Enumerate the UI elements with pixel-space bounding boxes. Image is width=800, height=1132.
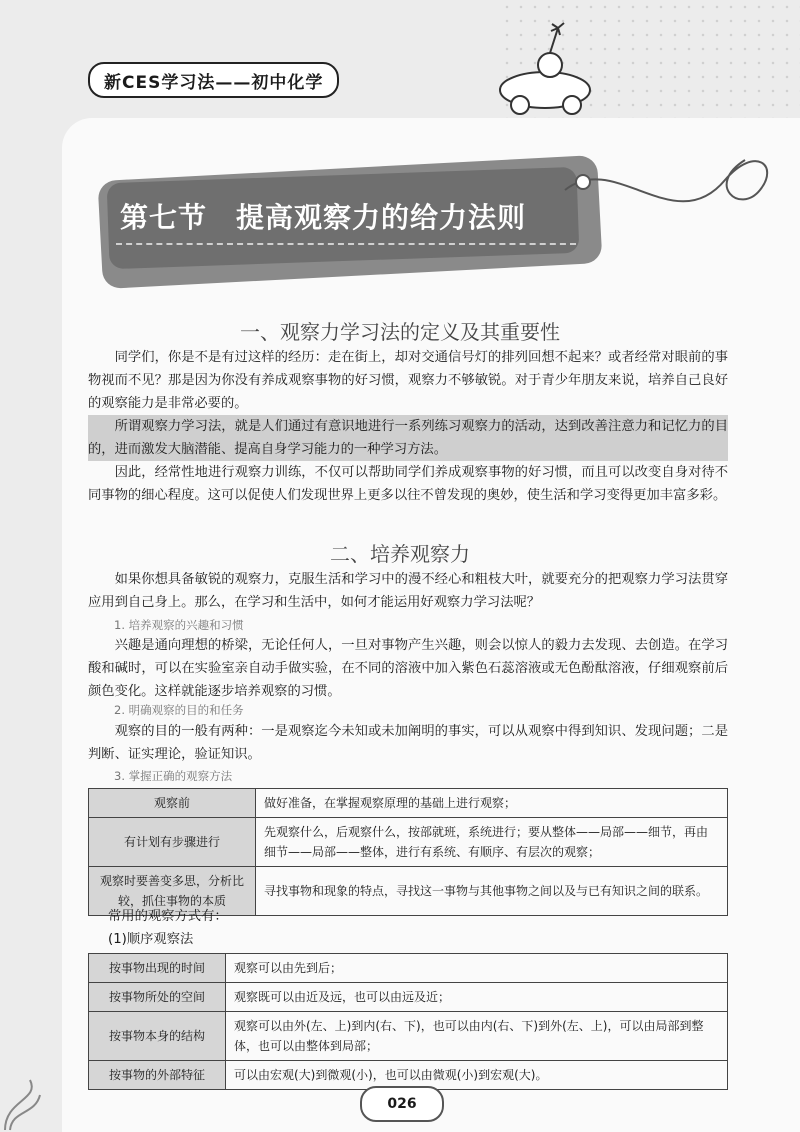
subheading-2-text: 观察的目的一般有两种：一是观察迄今未知或未加阐明的事实，可以从观察中得到知识、发现问题；二是判断、证实理论，验证知识。 (88, 724, 728, 762)
car-mascot-illustration (480, 20, 610, 120)
title-divider (116, 243, 576, 245)
observation-method-table (88, 788, 728, 916)
methods-intro: 常用的观察方式有： (108, 909, 228, 924)
table-value: 做好准备，在掌握观察原理的基础上进行观察； (256, 789, 728, 818)
sequential-observation-table (88, 953, 728, 1090)
subheading-1: 1. 培养观察的兴趣和习惯 (114, 618, 244, 632)
page-number: 026 (360, 1086, 444, 1122)
ribbon-decoration (555, 130, 785, 250)
swirl-decoration (0, 1070, 50, 1132)
series-header: 新CES学习法——初中化学 (88, 62, 339, 98)
table-value: 先观察什么，后观察什么，按部就班，系统进行；要从整体——局部——细节，再由细节——局部——整体，进行有系统、有顺序、有层次的观察； (256, 818, 728, 867)
section-title: 第七节 提高观察力的给力法则 (120, 201, 527, 234)
table-value: 可以由宏观(大)到微观(小)，也可以由微观(小)到宏观(大)。 (226, 1061, 728, 1090)
table-row (89, 1012, 728, 1061)
table-value: 观察可以由外(左、上)到内(右、下)，也可以由内(右、下)到外(左、上)，可以由局部到整体，也可以由整体到局部； (226, 1012, 728, 1061)
table-row (89, 983, 728, 1012)
table-value: 观察可以由先到后； (226, 954, 728, 983)
table-key: 有计划有步骤进行 (89, 818, 256, 867)
table-key: 按事物本身的结构 (89, 1012, 226, 1061)
table-key: 观察前 (89, 789, 256, 818)
table-row (89, 789, 728, 818)
subheading-2: 2. 明确观察的目的和任务 (114, 703, 244, 717)
subheading-3: 3. 掌握正确的观察方法 (114, 769, 233, 783)
table-value: 寻找事物和现象的特点，寻找这一事物与其他事物之间以及与已有知识之间的联系。 (256, 867, 728, 916)
table-key: 按事物出现的时间 (89, 954, 226, 983)
table-key: 按事物所处的空间 (89, 983, 226, 1012)
table-key: 按事物的外部特征 (89, 1061, 226, 1090)
table-value: 观察既可以由近及远，也可以由远及近； (226, 983, 728, 1012)
table-row (89, 954, 728, 983)
section1-paragraph-3: 因此，经常性地进行观察力训练，不仅可以帮助同学们养成观察事物的好习惯，而且可以改变自身对待不同事物的细心程度。这可以促使人们发现世界上更多以往不曾发现的奥妙，使生活和学习变得更加丰富多彩。 (88, 465, 728, 503)
method-1-label: (1)顺序观察法 (108, 932, 194, 947)
table-row (89, 818, 728, 867)
section1-paragraph-1: 同学们，你是不是有过这样的经历：走在街上，却对交通信号灯的排列回想不起来？或者经常对眼前的事物视而不见？那是因为你没有养成观察事物的好习惯，观察力不够敏锐。对于青少年朋友来说，培养自己良好的观察能力是非常必要的。 (88, 350, 728, 411)
section1-heading: 一、观察力学习法的定义及其重要性 (240, 320, 560, 344)
subheading-1-text: 兴趣是通向理想的桥梁，无论任何人，一旦对事物产生兴趣，则会以惊人的毅力去发现、去创造。在学习酸和碱时，可以在实验室亲自动手做实验，在不同的溶液中加入紫色石蕊溶液或无色酚酞溶液，仔细观察前后颜色变化。这样就能逐步培养观察的习惯。 (88, 638, 728, 699)
section2-intro: 如果你想具备敏锐的观察力，克服生活和学习中的漫不经心和粗枝大叶，就要充分的把观察力学习法贯穿应用到自己身上。那么，在学习和生活中，如何才能运用好观察力学习法呢？ (88, 572, 728, 610)
table-key: 观察时要善变多思，分析比较，抓住事物的本质 (89, 867, 256, 916)
section2-heading: 二、培养观察力 (330, 542, 470, 566)
section1-paragraph-2: 所谓观察力学习法，就是人们通过有意识地进行一系列练习观察力的活动，达到改善注意力和记忆力的目的，进而激发大脑潜能、提高自身学习能力的一种学习方法。 (88, 415, 728, 461)
